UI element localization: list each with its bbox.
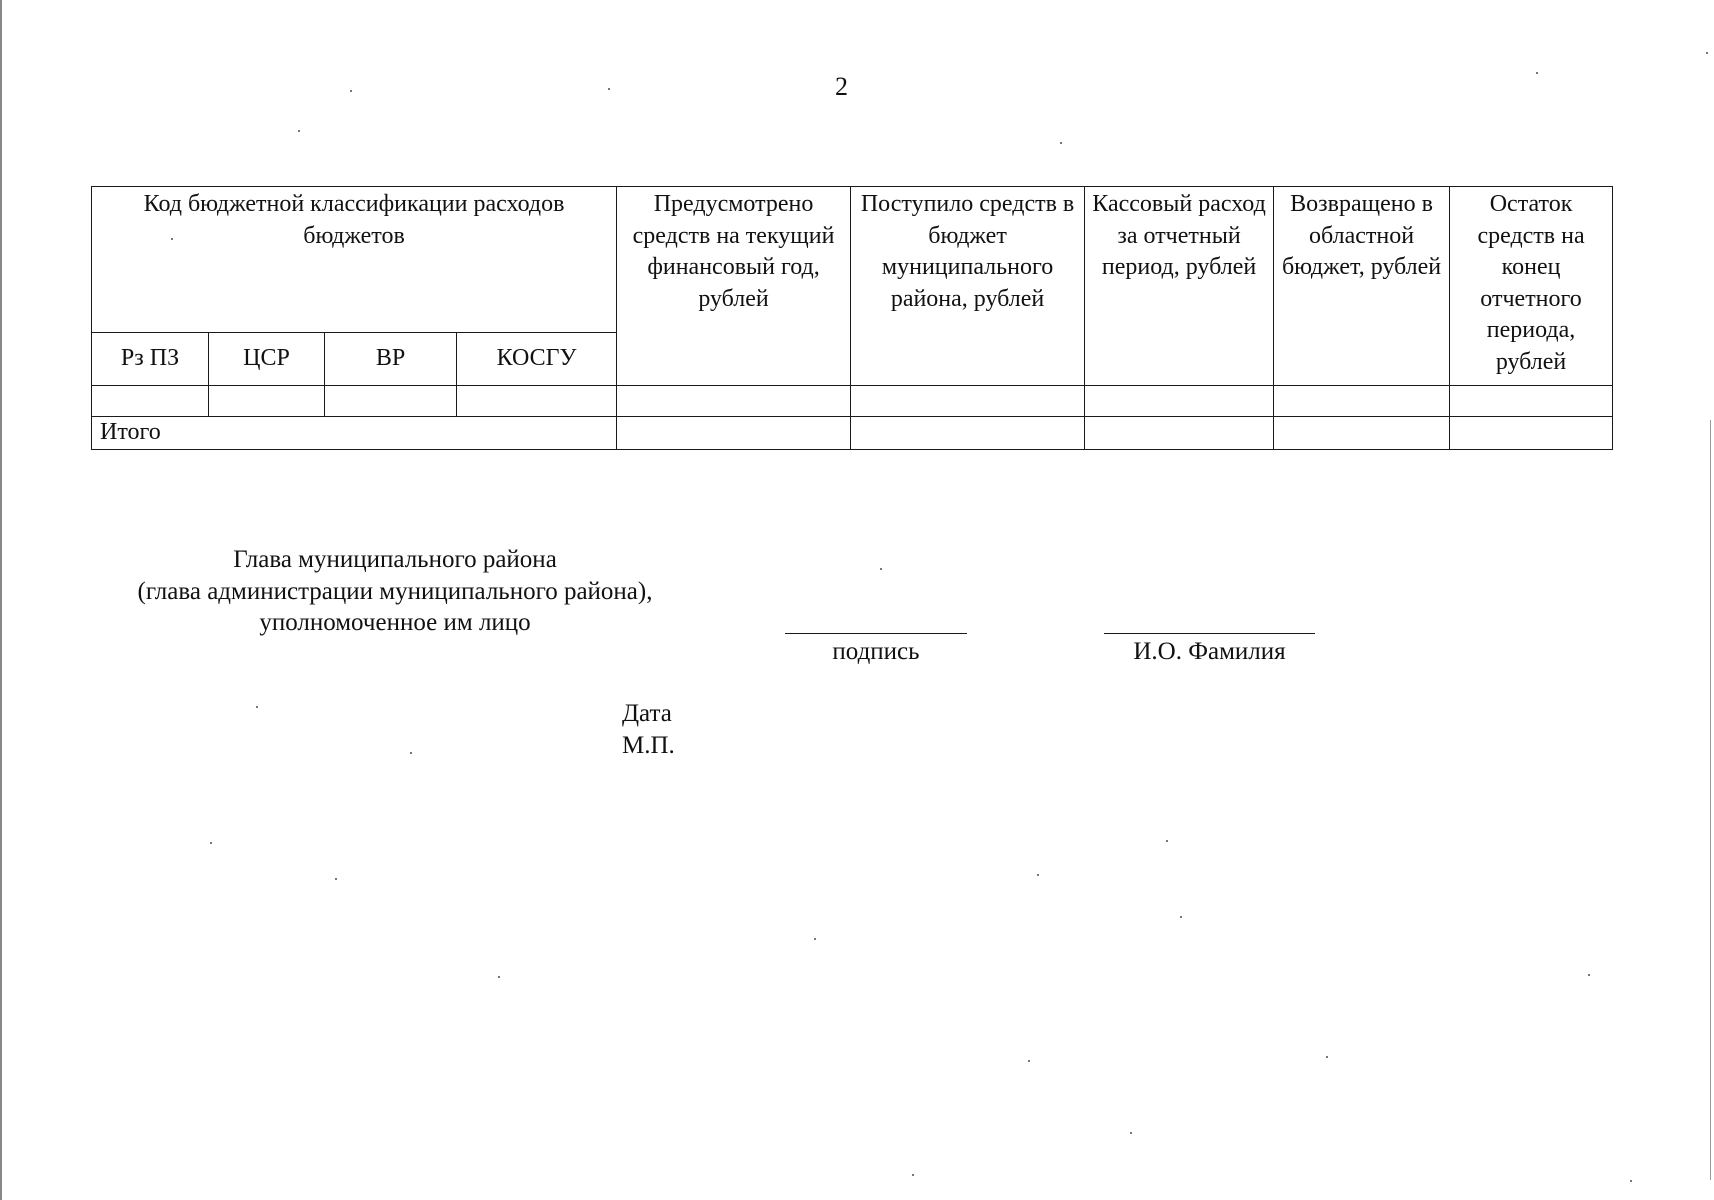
- subheader-kosgu: КОСГУ: [457, 333, 617, 386]
- signature-caption: подпись: [832, 638, 920, 665]
- scan-speck: [1037, 874, 1039, 876]
- scan-speck: [814, 938, 816, 940]
- subheader-csr: ЦСР: [209, 333, 325, 386]
- table-header-row: [92, 187, 1613, 333]
- scan-edge: [1710, 420, 1711, 1180]
- table-cell: [851, 417, 1085, 450]
- scan-speck: [498, 976, 500, 978]
- scan-speck: [1060, 142, 1062, 144]
- scan-speck: [335, 878, 337, 880]
- page-number: 2: [835, 72, 848, 101]
- scan-speck: [210, 842, 212, 844]
- header-classification: Код бюджетной классификации расходов бюджетов: [92, 187, 617, 333]
- signatory-title: [95, 544, 695, 639]
- table-cell: [1085, 417, 1274, 450]
- subheader-rz-pz: Рз ПЗ: [92, 333, 209, 386]
- header-cash-expense: Кассовый расход за отчетный период, рублей: [1085, 187, 1274, 386]
- scan-speck: [1630, 1180, 1632, 1182]
- scan-speck: [1130, 1132, 1132, 1134]
- signatory-title-line: Глава муниципального района: [233, 546, 557, 573]
- date-label: Дата: [622, 700, 672, 727]
- table-cell: [92, 386, 209, 417]
- table-row: [92, 386, 1613, 417]
- signatory-title-line: уполномоченное им лицо: [259, 609, 531, 636]
- scan-speck: [350, 90, 352, 92]
- scan-speck: [880, 568, 882, 570]
- scan-speck: [1028, 1060, 1030, 1062]
- header-returned: Возвращено в областной бюджет, рублей: [1274, 187, 1450, 386]
- name-caption: И.О. Фамилия: [1133, 638, 1286, 665]
- scan-speck: [1326, 1056, 1328, 1058]
- date-stamp-block: [622, 698, 675, 762]
- scan-speck: [1180, 916, 1182, 918]
- scan-speck: [608, 88, 610, 90]
- table-cell: [1085, 386, 1274, 417]
- scan-speck: [1166, 840, 1168, 842]
- scan-speck: [171, 238, 173, 240]
- signatory-title-line: (глава администрации муниципального района),: [137, 577, 653, 605]
- table-cell: [1450, 386, 1613, 417]
- signature-line: [785, 633, 967, 634]
- scan-speck: [256, 706, 258, 708]
- scan-speck: [1706, 52, 1708, 54]
- table-cell: [1274, 386, 1450, 417]
- table-cell: [1274, 417, 1450, 450]
- scan-speck: [912, 1174, 914, 1176]
- header-received: Поступило средств в бюджет муниципального района, рублей: [851, 187, 1085, 386]
- table-cell: [1450, 417, 1613, 450]
- scan-speck: [1536, 72, 1538, 74]
- scan-speck: [298, 130, 300, 132]
- stamp-label: М.П.: [622, 732, 675, 759]
- name-line: [1104, 633, 1315, 634]
- scan-edge: [0, 0, 2, 1200]
- table-cell: [617, 417, 851, 450]
- total-label: Итого: [92, 417, 617, 450]
- table-total-row: [92, 417, 1613, 450]
- table-cell: [617, 386, 851, 417]
- scan-speck: [410, 752, 412, 754]
- table-cell: [457, 386, 617, 417]
- subheader-vr: ВР: [325, 333, 457, 386]
- report-table: [91, 186, 1613, 450]
- header-balance: Остаток средств на конец отчетного периода, рублей: [1450, 187, 1613, 386]
- table-cell: [325, 386, 457, 417]
- scan-speck: [1588, 974, 1590, 976]
- table-cell: [851, 386, 1085, 417]
- table-cell: [209, 386, 325, 417]
- header-planned: Предусмотрено средств на текущий финансовый год, рублей: [617, 187, 851, 386]
